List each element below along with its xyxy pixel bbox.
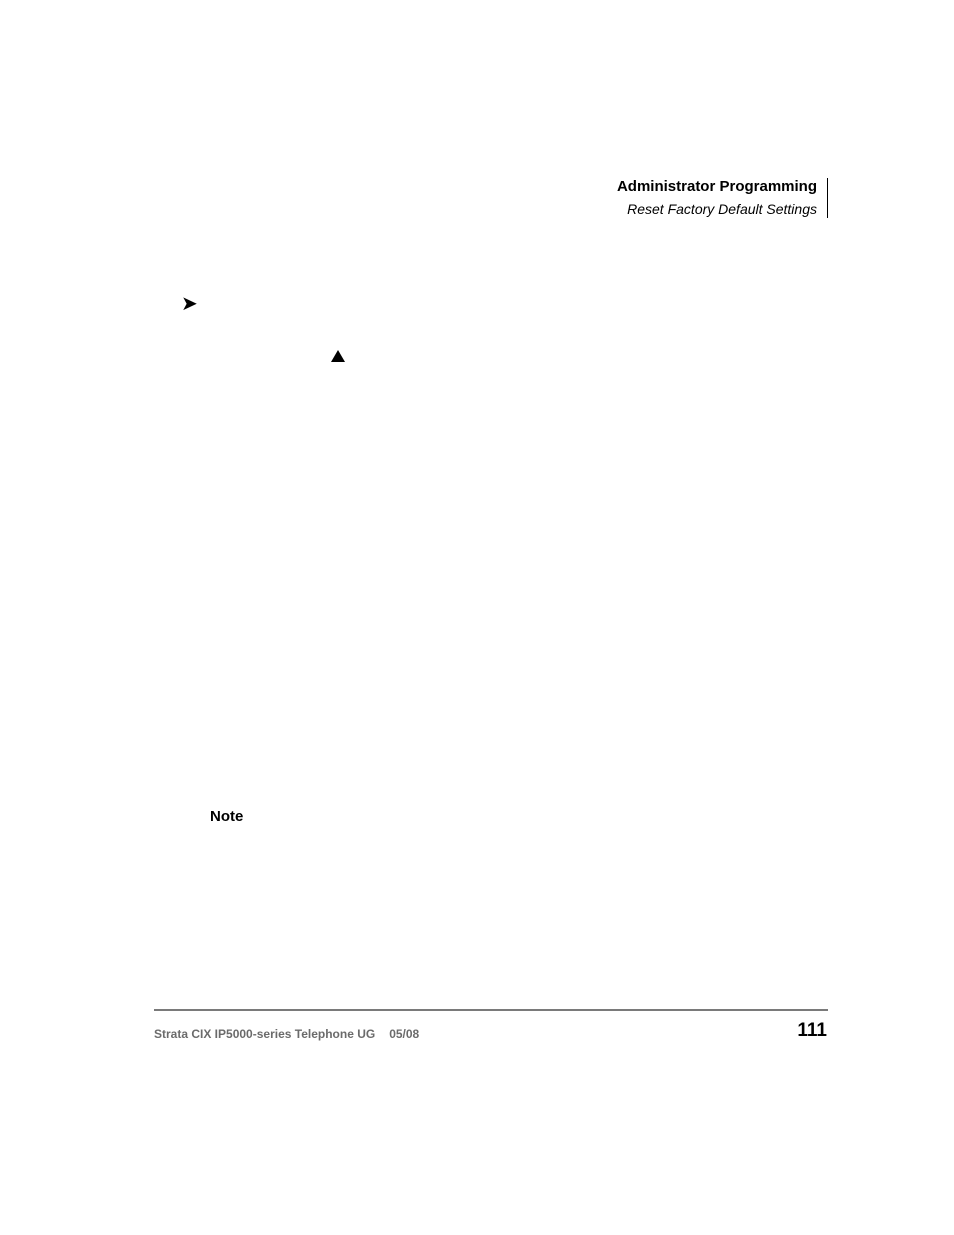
right-arrowhead-icon: ➤ [181, 293, 198, 315]
footer-date: 05/08 [389, 1027, 420, 1041]
chapter-title: Administrator Programming [616, 178, 817, 195]
footer-doc-info [154, 1026, 419, 1042]
section-subtitle: Reset Factory Default Settings [627, 201, 817, 217]
page-number: 111 [797, 1020, 827, 1041]
footer-doc-title: Strata CIX IP5000-series Telephone UG [154, 1027, 376, 1041]
up-triangle-icon [331, 350, 345, 362]
footer-divider [154, 1009, 828, 1011]
running-header [428, 178, 828, 218]
note-label: Note [210, 808, 244, 825]
